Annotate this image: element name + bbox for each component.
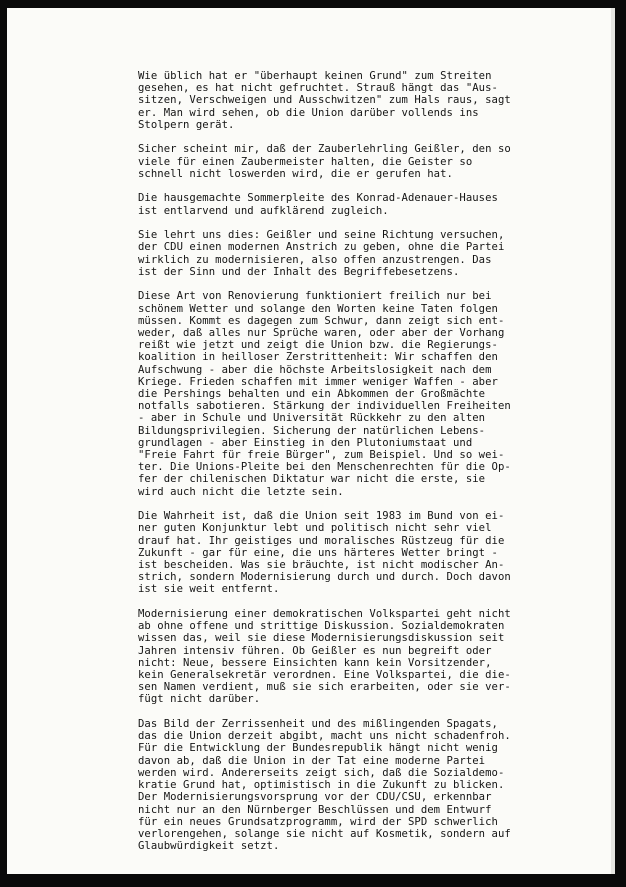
page-edge-shadow <box>611 8 615 874</box>
paragraph: Diese Art von Renovierung funktioniert freilich nur bei schönem Wetter und solange den Worten keine Taten folgen müssen. Kommt es dagegen zum Schwur, dann zeigt sich ent- weder, daß alles nur Sprüche waren, oder aber der Vorhang reißt wie jetzt und zeigt die Union bzw. die Regierungs- koalition in heilloser Zerstrittenheit: Wir schaffen den Aufschwung - aber die höchste Arbeitslosigkeit nach dem Kriege. Frieden schaffen mit immer weniger Waffen - aber die Pershings behalten und ein Abkommen der Großmächte notfalls sabotieren. Stärkung der individuellen Freiheiten - aber in Schule und Universität Rückkehr zu den alten Bildungsprivilegien. Sicherung der natürlichen Lebens- grundlagen - aber Einstieg in den Plutoniumstaat und "Freie Fahrt für freie Bürger", zum Beispiel. Und so wei- ter. Die Unions-Pleite bei den Menschenrechten für die Op- fer der chilenischen Diktatur war nicht die erste, sie wird auch nicht die letzte sein. <box>138 290 511 498</box>
paragraph: Das Bild der Zerrissenheit und des mißlingenden Spagats, das die Union derzeit abgibt, macht uns nicht schadenfroh. Für die Entwicklung der Bundesrepublik hängt nicht wenig davon ab, daß die Union in der Tat eine moderne Partei werden wird. Andererseits zeigt sich, daß die Sozialdemo- kratie Grund hat, optimistisch in die Zukunft zu blicken. Der Modernisierungsvorsprung vor der CDU/CSU, erkennbar nicht nur an den Nürnberger Beschlüssen und dem Entwurf für ein neues Grundsatzprogramm, wird der SPD schwerlich verlorengehen, solange sie nicht auf Kosmetik, sondern auf Glaubwürdigkeit setzt. <box>138 718 511 853</box>
paragraph: Die hausgemachte Sommerpleite des Konrad-Adenauer-Hauses ist entlarvend und aufklärend zugleich. <box>138 192 498 217</box>
paragraph: Die Wahrheit ist, daß die Union seit 1983 im Bund von ei- ner guten Konjunktur lebt und politisch nicht sehr viel drauf hat. Ihr geistiges und moralisches Rüstzeug für die Zukunft - gar für eine, die uns härteres Wetter bringt - ist bescheiden. Was sie bräuchte, ist nicht modischer An- strich, sondern Modernisierung durch und durch. Doch davon ist sie weit entfernt. <box>138 510 511 596</box>
paragraph: Sie lehrt uns dies: Geißler und seine Richtung versuchen, der CDU einen modernen Anstrich zu geben, ohne die Partei wirklich zu modernisieren, also offen anzustrengen. Das ist der Sinn und der Inhalt des Begriffebesetzens. <box>138 229 505 278</box>
paragraph: Modernisierung einer demokratischen Volkspartei geht nicht ab ohne offene und strittige Diskussion. Sozialdemokraten wissen das, weil sie diese Modernisierungsdiskussion seit Jahren intensiv führen. Ob Geißler es nun begreift oder nicht: Neue, bessere Einsichten kann kein Vorsitzender, kein Generalsekretär verordnen. Eine Volkspartei, die die- sen Namen verdient, muß sie sich erarbeiten, oder sie ver- fügt nicht darüber. <box>138 608 511 706</box>
document-body <box>138 70 558 865</box>
paragraph: Wie üblich hat er "überhaupt keinen Grund" zum Streiten gesehen, es hat nicht gefruchtet. Strauß hängt das "Aus- sitzen, Verschweigen und Ausschwitzen" zum Hals raus, sagt er. Man wird sehen, ob die Union darüber vollends ins Stolpern gerät. <box>138 70 511 131</box>
paragraph: Sicher scheint mir, daß der Zauberlehrling Geißler, den so viele für einen Zaubermeister halten, die Geister so schnell nicht loswerden wird, die er gerufen hat. <box>138 143 511 180</box>
